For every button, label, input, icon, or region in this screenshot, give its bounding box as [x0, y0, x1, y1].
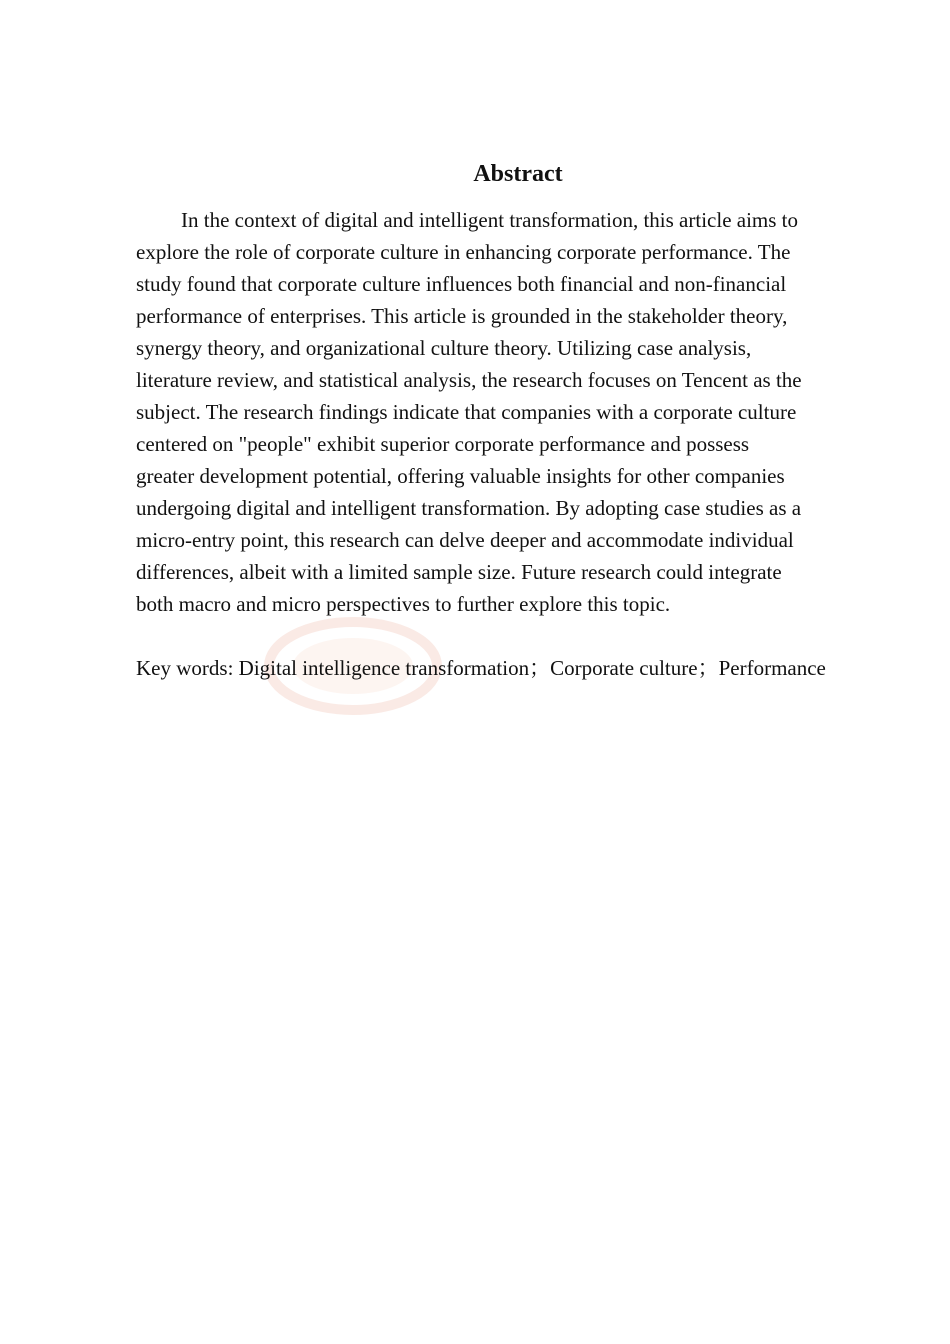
abstract-line: differences, albeit with a limited sample size. Future research could integrate	[136, 560, 782, 584]
abstract-line: synergy theory, and organizational culture theory. Utilizing case analysis,	[136, 336, 752, 360]
keywords-line: Key words: Digital intelligence transformation；Corporate culture；Performance	[136, 656, 826, 680]
abstract-line: explore the role of corporate culture in enhancing corporate performance. The	[136, 240, 791, 264]
abstract-line: study found that corporate culture influences both financial and non-financial	[136, 272, 787, 296]
abstract-line: In the context of digital and intelligent transformation, this article aims to	[181, 208, 799, 232]
abstract-line: both macro and micro perspectives to further explore this topic.	[136, 592, 671, 616]
abstract-line: centered on "people" exhibit superior corporate performance and possess	[136, 432, 750, 456]
abstract-line: micro-entry point, this research can delve deeper and accommodate individual	[136, 528, 794, 552]
abstract-line: literature review, and statistical analysis, the research focuses on Tencent as the	[136, 368, 802, 392]
abstract-line: subject. The research findings indicate that companies with a corporate culture	[136, 400, 797, 424]
abstract-line: performance of enterprises. This article is grounded in the stakeholder theory,	[136, 304, 788, 328]
abstract-title: Abstract	[473, 161, 563, 187]
abstract-line: undergoing digital and intelligent transformation. By adopting case studies as a	[136, 496, 802, 520]
abstract-paragraph	[136, 204, 856, 620]
abstract-line: greater development potential, offering valuable insights for other companies	[136, 464, 785, 488]
